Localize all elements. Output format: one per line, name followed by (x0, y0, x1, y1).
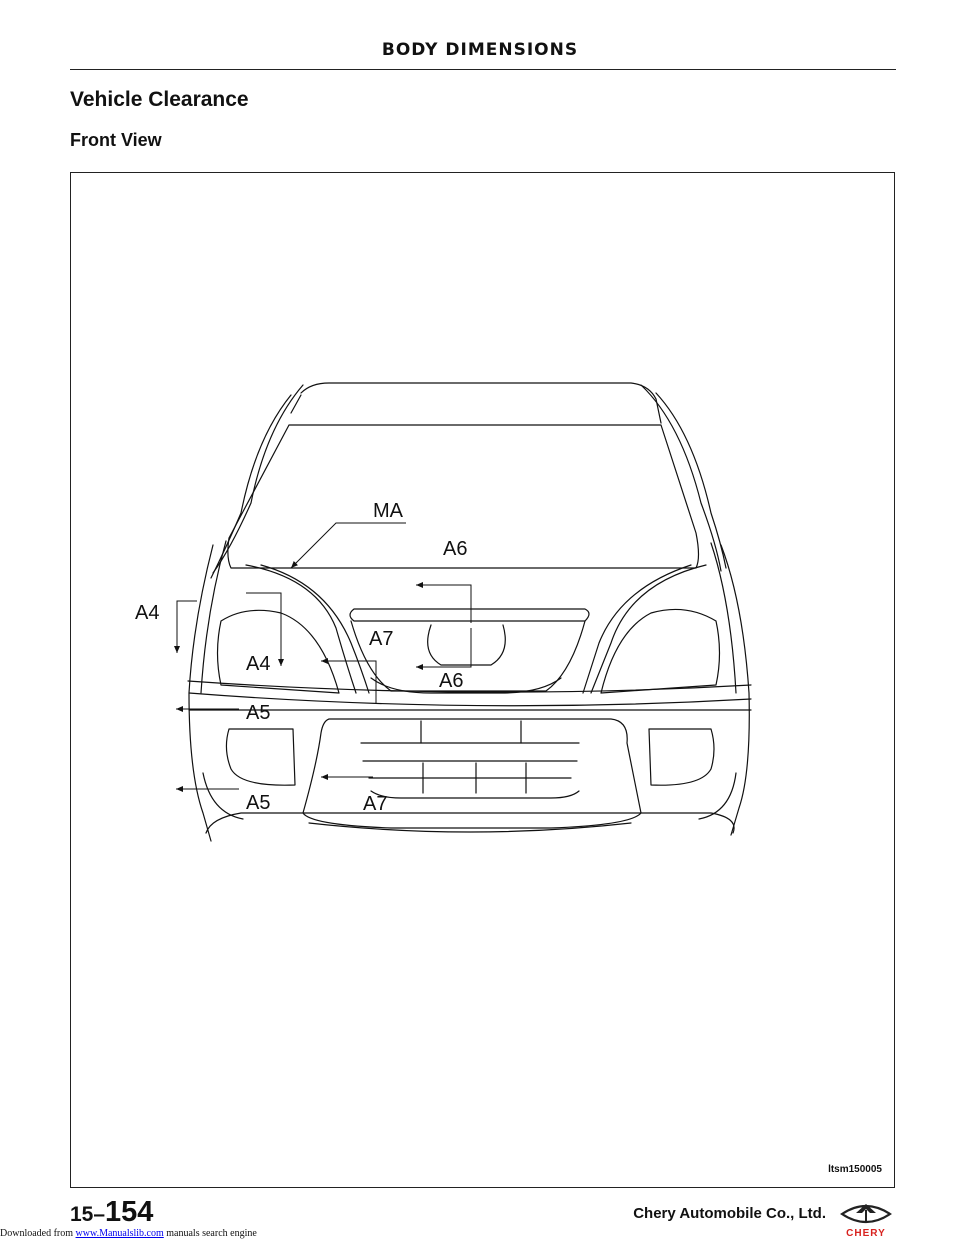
header-title: BODY DIMENSIONS (381, 40, 579, 60)
callout-a7-lower: A7 (363, 793, 388, 815)
hood-line-left-2 (261, 565, 369, 693)
leader-a6-top (416, 585, 471, 623)
vehicle-front-view-drawing (71, 173, 896, 1189)
page-number-value: 154 (105, 1196, 154, 1228)
leader-a7-upper (321, 661, 376, 703)
right-headlight (601, 609, 720, 693)
manualslib-link[interactable]: www.Manualslib.com (75, 1228, 164, 1239)
company-name: Chery Automobile Co., Ltd. (633, 1205, 826, 1222)
callout-ma: MA (373, 500, 403, 522)
callout-a7-upper: A7 (369, 628, 394, 650)
figure-code: ltsm150005 (828, 1164, 882, 1175)
grille-logo-plate (428, 625, 506, 665)
left-lower-valance (203, 773, 243, 819)
figure-frame (70, 172, 895, 1188)
right-lower-valance (699, 773, 736, 819)
bumper-top-line (189, 693, 751, 706)
callout-a4-outer: A4 (135, 602, 160, 624)
callout-a5-lower: A5 (246, 792, 271, 814)
section-title: Vehicle Clearance (70, 88, 249, 111)
right-body-side (721, 545, 749, 835)
page-number (70, 1196, 153, 1229)
right-a-pillar-inner (656, 393, 726, 568)
callout-a4-inner: A4 (246, 653, 271, 675)
right-a-pillar (641, 385, 721, 571)
left-fog-light (226, 729, 295, 785)
leader-a6-lower (416, 628, 471, 667)
roof-outline (301, 383, 661, 423)
callout-a5-upper: A5 (246, 702, 271, 724)
subsection-title: Front View (70, 130, 162, 150)
lower-intake-outline (303, 719, 641, 828)
download-suffix: manuals search engine (163, 1228, 257, 1239)
download-prefix: Downloaded from (0, 1228, 76, 1239)
lower-grille-bottom (371, 791, 579, 798)
left-headlight (218, 610, 340, 693)
right-body-side-inner (711, 543, 736, 693)
download-footer (0, 1228, 257, 1239)
left-body-side-inner (201, 541, 226, 693)
header-rule (70, 69, 896, 70)
grille-top-bar (350, 609, 589, 621)
chery-logo-icon (836, 1198, 896, 1238)
logo-wordmark: CHERY (846, 1228, 886, 1238)
bumper-lower-edge (206, 813, 734, 833)
right-fog-light (649, 729, 714, 785)
section-number: 15– (70, 1203, 106, 1226)
callout-a6-lower: A6 (439, 670, 464, 692)
callout-a6-top: A6 (443, 538, 468, 560)
leader-ma (291, 523, 406, 568)
